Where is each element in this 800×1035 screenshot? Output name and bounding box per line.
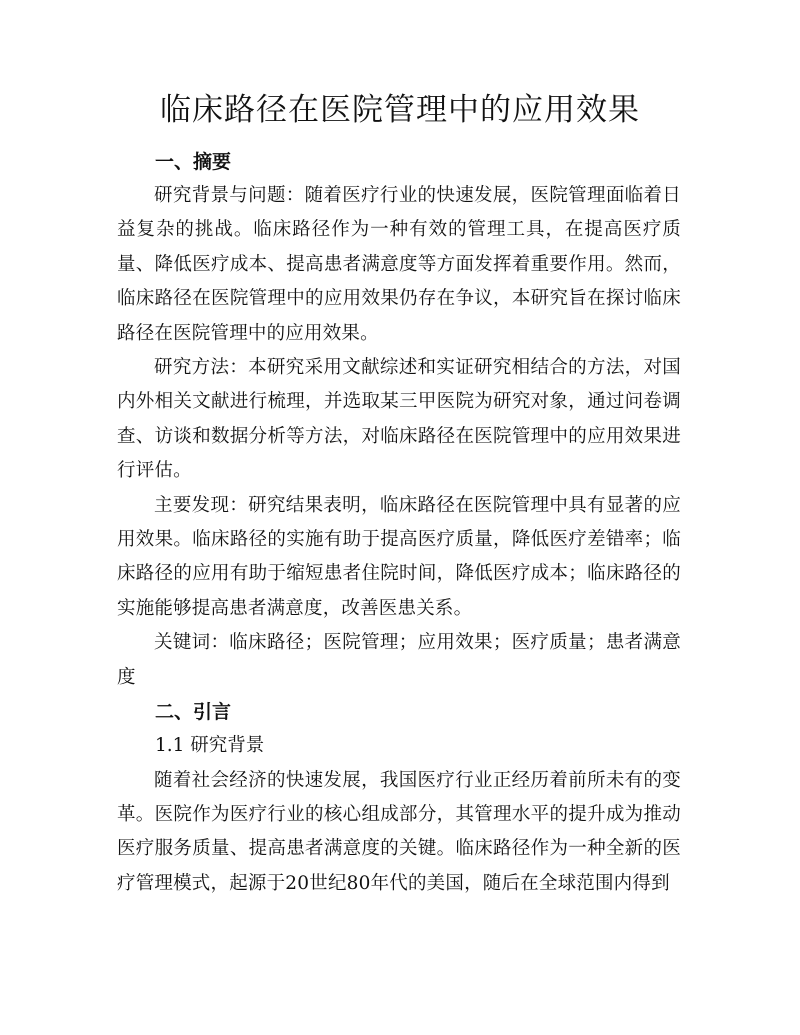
- abstract-background-paragraph: 研究背景与问题：随着医疗行业的快速发展，医院管理面临着日益复杂的挑战。临床路径作为一种有效的管理工具，在提高医疗质量、降低医疗成本、提高患者满意度等方面发挥着重要作用。然而，临床路径在医院管理中的应用效果仍存在争议，本研究旨在探讨临床路径在医院管理中的应用效果。: [117, 185, 681, 344]
- abstract-keywords-paragraph: 关键词：临床路径；医院管理；应用效果；医疗质量；患者满意度: [117, 632, 681, 688]
- section-heading-introduction: 二、引言: [155, 701, 232, 724]
- introduction-paragraph: 随着社会经济的快速发展，我国医疗行业正经历着前所未有的变革。医院作为医疗行业的核心组成部分，其管理水平的提升成为推动医疗服务质量、提高患者满意度的关键。临床路径作为一种全新的医疗管理模式，起源于20世纪80年代的美国，随后在全球范围内得到: [117, 769, 681, 894]
- abstract-methods-paragraph: 研究方法：本研究采用文献综述和实证研究相结合的方法，对国内外相关文献进行梳理，并选取某三甲医院为研究对象，通过问卷调查、访谈和数据分析等方法，对临床路径在医院管理中的应用效果进行评估。: [117, 357, 681, 482]
- subsection-heading-research-background: 1.1 研究背景: [155, 735, 265, 757]
- abstract-findings-paragraph: 主要发现：研究结果表明，临床路径在医院管理中具有显著的应用效果。临床路径的实施有助于提高医疗质量，降低医疗差错率；临床路径的应用有助于缩短患者住院时间，降低医疗成本；临床路径的实施能够提高患者满意度，改善医患关系。: [117, 494, 681, 619]
- section-heading-abstract: 一、摘要: [155, 151, 232, 173]
- document-title: 临床路径在医院管理中的应用效果: [160, 92, 640, 128]
- document-body: [117, 145, 681, 901]
